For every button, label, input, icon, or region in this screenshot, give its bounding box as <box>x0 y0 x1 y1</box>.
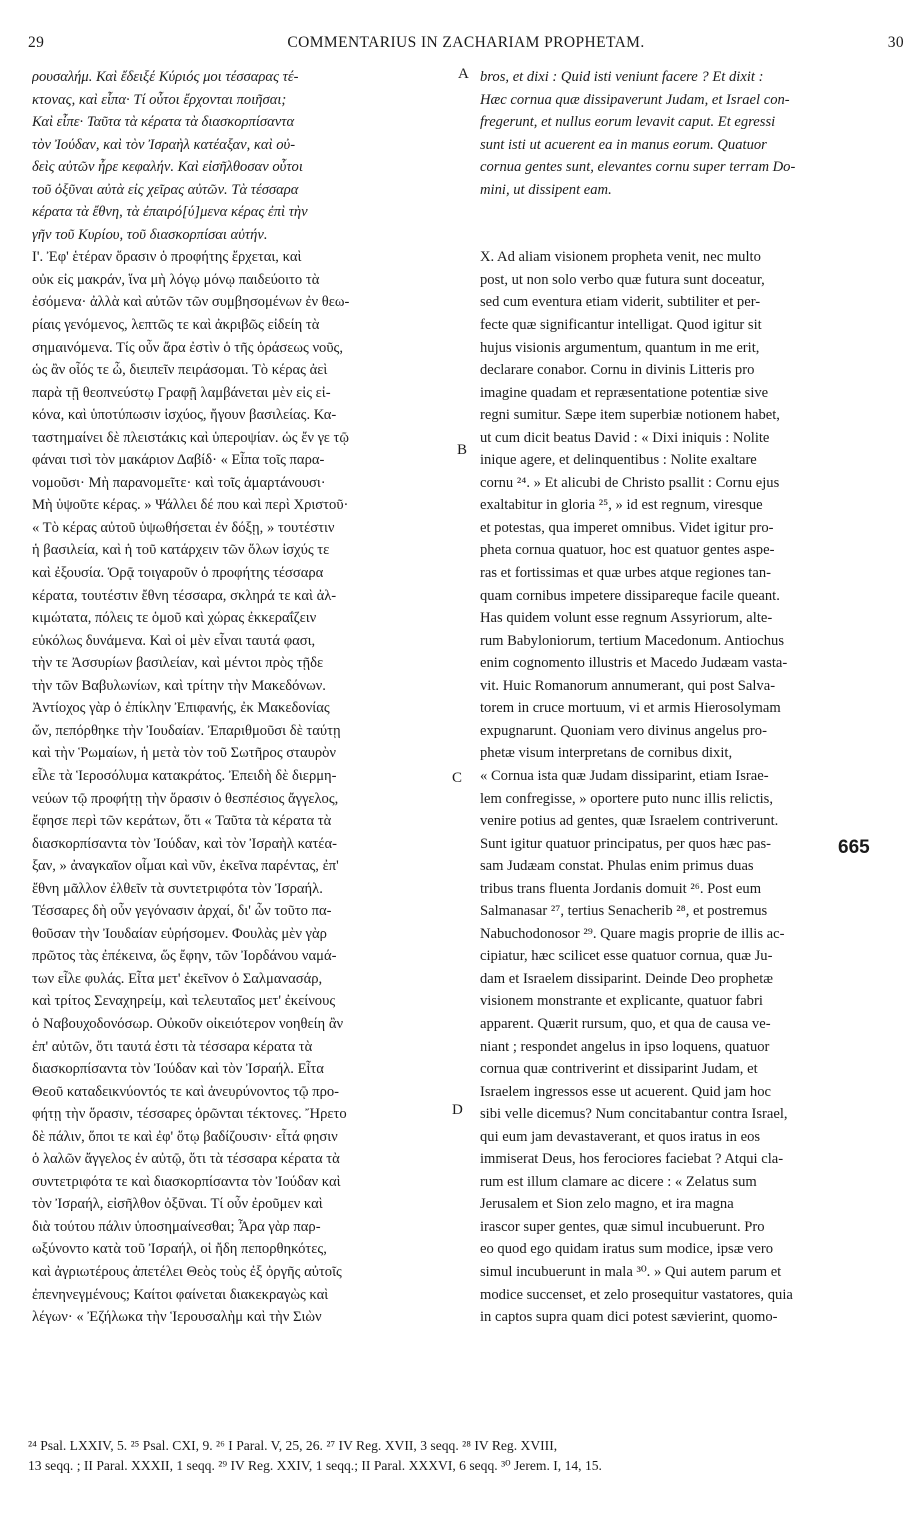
greek-text-line: καὶ ἐξουσία. Ὁρᾷ τοιγαροῦν ὁ προφήτης τέσσαρα <box>32 565 324 582</box>
greek-text-line: ἔθνη μᾶλλον ἐλθεῖν τὰ συντετριφότα τὸν Ἰσραήλ. <box>32 880 323 897</box>
latin-text-line: ut cum dicit beatus David : « Dixi iniquis : Nolite <box>480 429 770 446</box>
greek-text-line: θοῦσαν τὴν Ἰουδαίαν εὑρήσομεν. Φουλὰς μὲν γὰρ <box>32 925 327 942</box>
latin-text-line: imagine quadam et repræsentatione potentiæ sive <box>480 384 769 401</box>
latin-text-line: phetæ visum interpretans de cornibus dixit, <box>480 745 733 762</box>
greek-text-line: κόνα, καὶ ὑποτύπωσιν ἰσχύος, ἤγουν βασιλείας. Κα- <box>32 407 337 424</box>
latin-text-line: qui eum jam devastaverant, et quos iratus in eos <box>480 1128 761 1145</box>
latin-text-line: ras et fortissimas et quæ urbes atque regiones tan- <box>480 565 771 582</box>
footnotes <box>28 1436 908 1476</box>
latin-text-line: lem confregisse, » oportere puto nunc illis relictis, <box>480 790 774 807</box>
latin-text-line: apparent. Quærit rursum, quo, et qua de causa ve- <box>480 1015 771 1032</box>
greek-text-line: ἐσόμενα· ἀλλὰ καὶ αὐτῶν τῶν συμβησομένων ἐν θεω- <box>32 294 350 311</box>
greek-text-line: ἐπενηνεγμένους; Καίτοι φαίνεται διακεκραγὼς καὶ <box>32 1286 329 1303</box>
latin-text-line: in captos supra quam dici potest sævierint, quomo- <box>480 1309 778 1326</box>
greek-text-line: φήτῃ τὴν ὅρασιν, τέσσαρες ὁρῶνται τέκτονες. Ἤρετο <box>32 1106 347 1123</box>
latin-text-line: mini, ut dissipent eam. <box>480 181 612 198</box>
greek-text-line: ρίαις γενόμενος, λεπτῶς τε καὶ ἀκριβῶς εἰδείη τὰ <box>32 317 320 334</box>
greek-text-line: ὤν, πεπόρθηκε τὴν Ἰουδαίαν. Ἐπαριθμοῦσι δὲ ταύτῃ <box>32 722 341 739</box>
greek-text-line: ἐπ' αὐτῶν, ὅτι ταυτά ἐστι τὰ τέσσαρα κέρατα τὰ <box>32 1038 313 1055</box>
greek-text-line: Ι'. Ἐφ' ἑτέραν ὅρασιν ὁ προφήτης ἔρχεται, καὶ <box>32 249 302 266</box>
margin-marker-d: D <box>452 1102 463 1118</box>
latin-text-line: declarare conabor. Cornu in divinis Litteris pro <box>480 362 755 379</box>
greek-text-line: Θεοῦ καταδεικνύοντός τε καὶ ἀνευρύνοντος τῷ προ- <box>32 1083 340 1100</box>
greek-text-line: ἔφησε περὶ τῶν κεράτων, ὅτι « Ταῦτα τὰ κέρατα τὰ <box>32 813 332 830</box>
greek-text-line: διασκορπίσαντα τὸν Ἰούδαν, καὶ τὸν Ἰσραὴλ κατέα- <box>32 835 337 852</box>
greek-text-line: νεύων τῷ προφήτῃ τὴν ὅρασιν ὁ θεσπέσιος ἄγγελος, <box>32 790 339 807</box>
greek-text-line: διασκορπίσαντα τὸν Ἰούδαν καὶ τὸν Ἰσραήλ. Εἶτα <box>32 1061 324 1078</box>
page-number-right: 30 <box>887 34 904 51</box>
latin-text-line: eo quod ego quidam iratus sum modice, ipsæ vero <box>480 1241 774 1258</box>
latin-text-line: expugnarunt. Quoniam vero divinus angelus pro- <box>480 722 767 739</box>
latin-text-line: dam et Israelem dissiparint. Deinde Deo prophetæ <box>480 970 774 987</box>
margin-marker-b: B <box>457 442 468 458</box>
greek-text-line: διὰ τούτου πάλιν ὑποσημαίνεσθαι; Ἆρα γὰρ παρ- <box>32 1218 321 1235</box>
greek-text-line: φάναι τισὶ τὸν μακάριον Δαβίδ· « Εἶπα τοῖς παρα- <box>32 452 325 469</box>
greek-text-line: τὸν Ἰσραήλ, εἰσῆλθον ὀξῦναι. Τί οὖν ἐροῦμεν καὶ <box>32 1196 323 1213</box>
latin-text-line: torem in cruce mortuum, vi et armis Hierosolymam <box>480 700 781 717</box>
latin-text-line: exaltabitur in gloria ²⁵, » id est regnum, viresque <box>480 497 763 514</box>
latin-text-line: niant ; respondet angelus in ipso loquens, quatuor <box>480 1038 770 1055</box>
greek-text-line: πρῶτος τὰς ἐπέκεινα, ὥς ἔφην, τῶν Ἰορδάνου ναμά- <box>32 948 337 965</box>
running-title: COMMENTARIUS IN ZACHARIAM PROPHETAM. <box>287 34 645 51</box>
latin-text-line: Israelem ingressos esse ut acuerent. Quid jam hoc <box>480 1083 771 1100</box>
greek-column <box>32 66 452 1329</box>
margin-marker-a: A <box>458 66 469 82</box>
latin-text-line: quam cornibus impetere dissipareque facile queant. <box>480 587 780 604</box>
greek-text-line: ὁ λαλῶν ἄγγελος ἐν αὐτῷ, ὅτι τὰ τέσσαρα κέρατα τὰ <box>32 1151 340 1168</box>
greek-text-line: κιμώτατα, πόλεις τε ὁμοῦ καὶ χώρας ἐκκεραΐζειν <box>32 610 317 627</box>
latin-text-line: sed cum eventura etiam viderit, subtiliter et per- <box>480 294 761 311</box>
latin-text-line: venire potius ad gentes, quæ Israelem contriverunt. <box>480 813 779 830</box>
greek-text-line: ὁ Ναβουχοδονόσωρ. Οὐκοῦν οἰκειότερον νοηθείη ἂν <box>32 1015 344 1032</box>
greek-text-line: Καὶ εἶπε· Ταῦτα τὰ κέρατα τὰ διασκορπίσαντα <box>32 114 295 131</box>
latin-text-line: visionem monstrante et explicante, quatuor fabri <box>480 993 763 1010</box>
greek-text-line: εἷλε τὰ Ἱεροσόλυμα κατακράτος. Ἐπειδὴ δὲ διερμη- <box>32 767 337 784</box>
latin-text-line: simul incubuerunt in mala ³⁰. » Qui autem parum et <box>480 1263 782 1280</box>
footnote-line: 13 seqq. ; II Paral. XXXII, 1 seqq. ²⁹ IV Reg. XXIV, 1 seqq.; II Paral. XXXVI, 6 seqq. ³⁰ Jerem. I, 14, 15. <box>28 1458 602 1473</box>
greek-text-line: τοῦ ὀξῦναι αὐτὰ εἰς χεῖρας αὐτῶν. Τὰ τέσσαρα <box>32 181 299 198</box>
latin-text-line: fregerunt, et nullus eorum levavit caput. Et egressi <box>480 114 776 131</box>
greek-text-line: κέρατα, τουτέστιν ἔθνη τέσσαρα, σκληρά τε καὶ ἀλ- <box>32 587 337 604</box>
latin-text-line: tribus trans fluenta Jordanis domuit ²⁶. Post eum <box>480 880 762 897</box>
latin-text-line: cipiatur, hæc scilicet esse quatuor cornua, quæ Ju- <box>480 948 773 965</box>
latin-text-line: irascor super gentes, quæ simul incubuerunt. Pro <box>480 1218 765 1235</box>
greek-text-line: δεὶς αὐτῶν ἦρε κεφαλήν. Καὶ εἰσῆλθοσαν οὗτοι <box>32 159 303 176</box>
greek-text-line: « Τὸ κέρας αὐτοῦ ὑψωθήσεται ἐν δόξῃ, » τουτέστιν <box>32 519 335 536</box>
latin-text-line: Has quidem volunt esse regnum Assyriorum, alte- <box>480 610 773 627</box>
greek-text-line: κτονας, καὶ εἶπα· Τί οὗτοι ἔρχονται ποιῆσαι; <box>32 91 287 108</box>
running-header <box>28 34 904 60</box>
greek-text-line: παρὰ τῇ θεοπνεύστῳ Γραφῇ λαμβάνεται μὲν εἰς εἰ- <box>32 384 331 401</box>
greek-text-line: ἡ βασιλεία, καὶ ἡ τοῦ κατάρχειν τῶν ὅλων ἰσχύς τε <box>32 542 330 559</box>
greek-text-line: καὶ τρίτος Σεναχηρείμ, καὶ τελευταῖος μετ' ἐκείνους <box>32 993 336 1010</box>
greek-text-line: καὶ ἀγριωτέρους ἀπετέλει Θεὸς τοὺς ἐξ ὀργῆς αὐτοῖς <box>32 1263 342 1280</box>
greek-text-line: των εἷλε φυλάς. Εἶτα μετ' ἐκεῖνον ὁ Σαλμανασάρ, <box>32 970 323 987</box>
latin-text-line: fecte quæ significantur intelligat. Quod igitur sit <box>480 317 762 334</box>
latin-text-line: Hæc cornua quæ dissipaverunt Judam, et Israel con- <box>480 91 790 108</box>
latin-text-line: et potestas, qua imperet omnibus. Videt igitur pro- <box>480 519 774 536</box>
latin-column <box>480 66 890 1329</box>
latin-text-line: post, ut non solo verbo quæ futura sunt doceatur, <box>480 271 765 288</box>
greek-text-line: τὸν Ἰούδαν, καὶ τὸν Ἰσραὴλ κατέαξαν, καὶ οὐ- <box>32 136 296 153</box>
latin-text-line: inique agere, et delinquentibus : Nolite exaltare <box>480 452 757 469</box>
greek-text-line: εὐκόλως δυνάμενα. Καὶ οἱ μὲν εἶναι ταυτά φασι, <box>32 632 316 649</box>
latin-text-line: Sunt igitur quatuor principatus, per quos hæc pas- <box>480 835 772 852</box>
greek-text-line: σημαινόμενα. Τίς οὖν ἄρα ἐστὶν ὁ τῆς ὁράσεως νοῦς, <box>32 339 343 356</box>
latin-text-line: Salmanasar ²⁷, tertius Senacherib ²⁸, et postremus <box>480 903 768 920</box>
latin-text-line: Nabuchodonosor ²⁹. Quare magis proprie de illis ac- <box>480 925 785 942</box>
latin-text-line: pheta cornua quatuor, hoc est quatuor gentes aspe- <box>480 542 775 559</box>
greek-text-line: ωξύνοντο κατὰ τοῦ Ἰσραήλ, οἱ ἤδη πεπορθηκότες, <box>32 1241 327 1258</box>
latin-text-line: « Cornua ista quæ Judam dissiparint, etiam Israe- <box>480 767 769 784</box>
greek-text-line: καὶ τὴν Ῥωμαίων, ἡ μετὰ τὸν τοῦ Σωτῆρος σταυρὸν <box>32 745 337 762</box>
footnote-line: ²⁴ Psal. LXXIV, 5. ²⁵ Psal. CXI, 9. ²⁶ I Paral. V, 25, 26. ²⁷ IV Reg. XVII, 3 seqq. ²⁸ IV Reg. XVIII, <box>28 1438 558 1453</box>
page-number-left: 29 <box>28 34 45 51</box>
migne-page-number: 665 <box>838 837 870 858</box>
greek-text-line: Ἀντίοχος γὰρ ὁ ἐπίκλην Ἐπιφανής, ἐκ Μακεδονίας <box>32 700 330 717</box>
latin-text-line: X. Ad aliam visionem propheta venit, nec multo <box>480 249 761 266</box>
greek-text-line: λέγων· « Ἐζήλωκα τὴν Ἱερουσαλὴμ καὶ τὴν Σιὼν <box>32 1309 322 1326</box>
latin-text-line: cornua gentes sunt, elevantes cornu super terram Do- <box>480 159 796 176</box>
greek-text-line: ὡς ἂν οἷός τε ὦ, διειπεῖν πειράσομαι. Τὸ κέρας ἀεὶ <box>32 362 328 379</box>
latin-text-line: sunt isti ut acuerent ea in manus eorum. Quatuor <box>480 136 767 153</box>
latin-text-line: rum Babyloniorum, tertium Macedonum. Antiochus <box>480 632 784 649</box>
latin-text-line: enim cognomento illustris et Macedo Judæam vasta- <box>480 655 788 672</box>
latin-text-line: vit. Huic Romanorum annumerant, qui post Salva- <box>480 677 776 694</box>
latin-text-line: modice succenset, et zelo prosequitur vastatores, quia <box>480 1286 793 1303</box>
greek-text-line: κέρατα τὰ ἔθνη, τὰ ἐπαιρό[ύ]μενα κέρας ἐπὶ τὴν <box>32 204 308 221</box>
greek-text-line: δὲ πάλιν, ὅποι τε καὶ ἐφ' ὅτῳ βαδίζουσιν· εἶτά φησιν <box>32 1128 338 1145</box>
latin-text-line: immiserat Deus, hos ferociores faciebat ? Atqui cla- <box>480 1151 784 1168</box>
latin-text-line <box>480 201 890 224</box>
greek-text-line: γῆν τοῦ Κυρίου, τοῦ διασκορπίσαι αὐτήν. <box>32 226 268 243</box>
greek-text-line: Τέσσαρες δὴ οὖν γεγόνασιν ἀρχαί, δι' ὧν τοῦτο πα- <box>32 903 332 920</box>
latin-text-line: bros, et dixi : Quid isti veniunt facere ? Et dixit : <box>480 69 764 85</box>
greek-text-line: ξαν, » ἀναγκαῖον οἶμαι καὶ νῦν, ἐκεῖνα παρέντας, ἐπ' <box>32 858 339 875</box>
latin-text-line: Jerusalem et Sion zelo magno, et ira magna <box>480 1196 734 1213</box>
greek-text-line: ταστημαίνει δὲ πλειστάκις καὶ ὑπεροψίαν. ὡς ἔν γε τῷ <box>32 429 350 446</box>
latin-text-line: sam Judæam constat. Phulas enim primus duas <box>480 858 754 875</box>
latin-text-line: regni sumitur. Sæpe item superbiæ notionem habet, <box>480 407 780 424</box>
greek-text-line: νομοῦσι· Μὴ παρανομεῖτε· καὶ τοῖς ἁμαρτάνουσι· <box>32 474 326 491</box>
latin-text-line: rum est illum clamare ac dicere : « Zelatus sum <box>480 1173 757 1190</box>
latin-text-line: cornu ²⁴. » Et alicubi de Christo psallit : Cornu ejus <box>480 474 780 491</box>
latin-text-line: sibi velle dicemus? Num concitabantur contra Israel, <box>480 1106 788 1123</box>
greek-text-line: ρουσαλήμ. Καὶ ἔδειξέ Κύριός μοι τέσσαρας τέ- <box>32 69 299 85</box>
greek-text-line: οὐκ εἰς μακράν, ἵνα μὴ λόγῳ μόνῳ παιδεύοιτο τὰ <box>32 271 320 288</box>
margin-marker-c: C <box>452 770 463 786</box>
greek-text-line: τὴν τῶν Βαβυλωνίων, καὶ τρίτην τὴν Μακεδόνων. <box>32 677 326 694</box>
greek-text-line: Μὴ ὑψοῦτε κέρας. » Ψάλλει δέ που καὶ περὶ Χριστοῦ· <box>32 497 349 514</box>
latin-text-line: cornua quæ contriverint et dissiparint Judam, et <box>480 1061 758 1078</box>
greek-text-line: συντετριφότα τε καὶ διασκορπίσαντα τὸν Ἰούδαν καὶ <box>32 1173 341 1190</box>
latin-text-line <box>480 224 890 247</box>
greek-text-line: τὴν τε Ἀσσυρίων βασιλείαν, καὶ μέντοι πρὸς τῇδε <box>32 655 324 672</box>
latin-text-line: hujus visionis argumentum, quantum in me erit, <box>480 339 760 356</box>
